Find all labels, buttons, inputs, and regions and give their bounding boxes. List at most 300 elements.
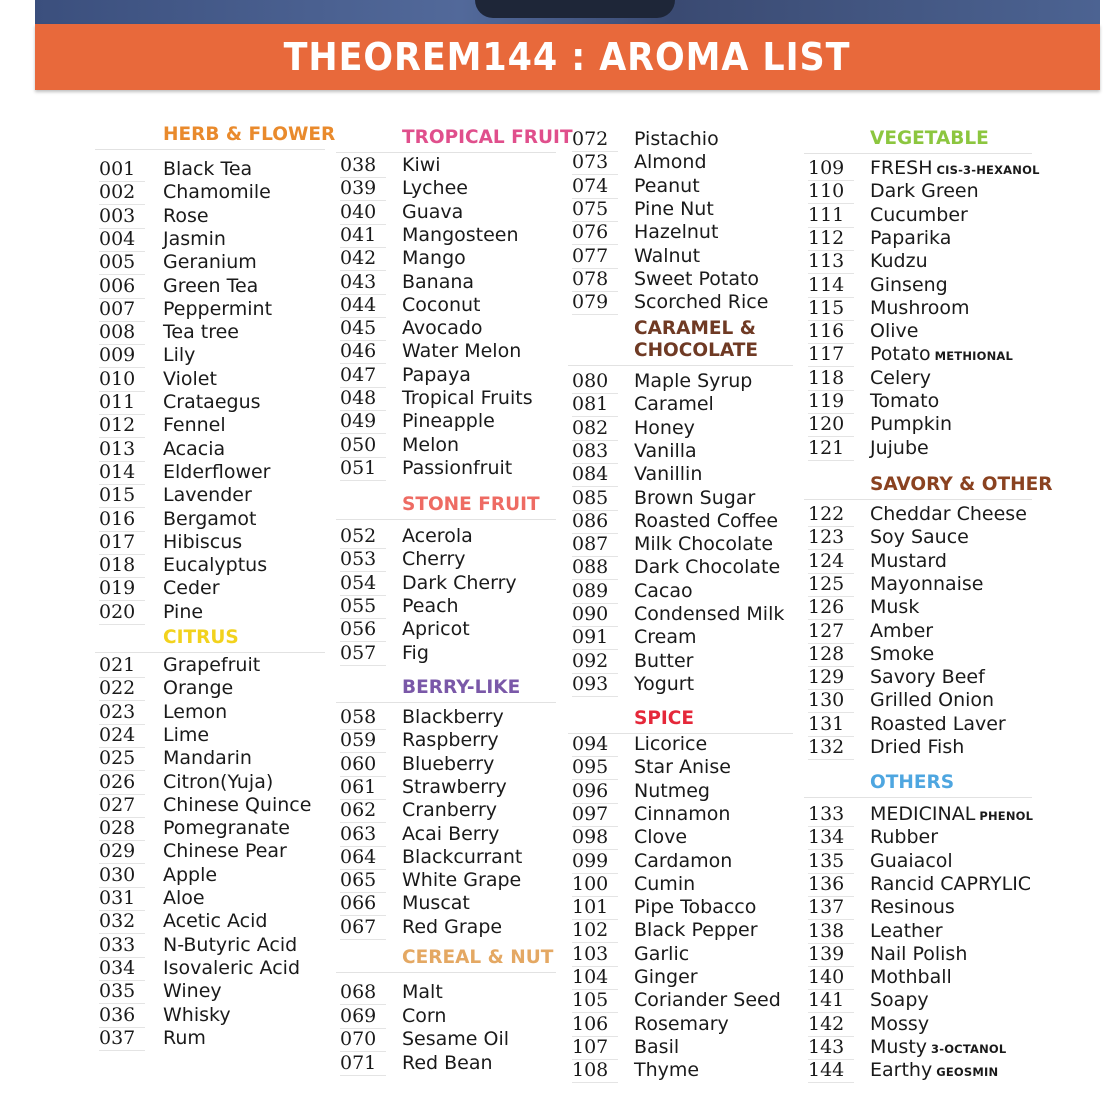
aroma-name xyxy=(634,756,731,779)
aroma-number: 135 xyxy=(808,850,854,874)
aroma-number: 016 xyxy=(99,508,145,532)
aroma-number: 077 xyxy=(572,245,618,269)
aroma-name xyxy=(402,776,507,799)
aroma-number: 048 xyxy=(340,387,386,411)
aroma-number: 010 xyxy=(99,368,145,392)
aroma-name-text: Mossy xyxy=(870,1012,930,1035)
aroma-number: 092 xyxy=(572,650,618,674)
aroma-number: 066 xyxy=(340,892,386,916)
aroma-name xyxy=(634,896,756,919)
aroma-name-text: Potato xyxy=(870,343,931,366)
section-divider xyxy=(804,499,1032,500)
aroma-name xyxy=(870,850,953,873)
aroma-number: 071 xyxy=(340,1052,386,1076)
aroma-number: 043 xyxy=(340,271,386,295)
aroma-name xyxy=(634,873,695,896)
aroma-name xyxy=(402,642,429,665)
aroma-number: 053 xyxy=(340,548,386,572)
aroma-name-text: Fennel xyxy=(163,414,226,437)
aroma-name-text: Dark Chocolate xyxy=(634,556,781,579)
aroma-name xyxy=(402,410,495,433)
aroma-name xyxy=(163,980,222,1003)
aroma-number: 136 xyxy=(808,873,854,897)
aroma-name xyxy=(402,892,470,915)
aroma-name-text: Dark Green xyxy=(870,180,979,203)
aroma-name-text: Acacia xyxy=(163,437,226,460)
aroma-number: 033 xyxy=(99,934,145,958)
aroma-name xyxy=(634,919,758,942)
aroma-name-text: Basil xyxy=(634,1035,680,1058)
aroma-name xyxy=(634,268,759,291)
aroma-number: 121 xyxy=(808,437,854,461)
aroma-number: 073 xyxy=(572,151,618,175)
aroma-name xyxy=(634,291,768,314)
aroma-name-text: Malt xyxy=(402,981,443,1003)
aroma-number: 072 xyxy=(572,128,618,152)
aroma-name-text: Fig xyxy=(402,641,429,664)
aroma-number: 101 xyxy=(572,896,618,920)
aroma-name xyxy=(402,294,481,317)
aroma-name xyxy=(402,271,474,294)
aroma-number: 110 xyxy=(808,180,854,204)
section-divider xyxy=(336,972,556,973)
aroma-name xyxy=(402,846,522,869)
aroma-name xyxy=(634,128,719,151)
aroma-name-text: Garlic xyxy=(634,942,690,965)
photo-strip-shadow xyxy=(475,0,675,18)
aroma-name xyxy=(870,526,969,549)
aroma-name-text: Cumin xyxy=(634,872,696,895)
aroma-number: 064 xyxy=(340,846,386,870)
aroma-name xyxy=(402,823,499,846)
aroma-number: 036 xyxy=(99,1004,145,1028)
aroma-number: 047 xyxy=(340,364,386,388)
aroma-name-text: Lime xyxy=(163,723,210,746)
aroma-name-text: Ginseng xyxy=(870,273,948,296)
aroma-name-text: Maple Syrup xyxy=(634,370,753,392)
aroma-name xyxy=(402,1052,493,1075)
aroma-number: 098 xyxy=(572,826,618,850)
aroma-name-text: Lavender xyxy=(163,484,252,507)
aroma-name-text: Clove xyxy=(634,826,688,849)
aroma-name-text: Blueberry xyxy=(402,752,495,775)
aroma-name xyxy=(634,440,697,463)
aroma-compound: METHIONAL xyxy=(934,349,1014,364)
aroma-name xyxy=(634,198,714,221)
aroma-name-text: Mandarin xyxy=(163,747,252,770)
aroma-name xyxy=(402,317,483,340)
aroma-name-text: Roasted Laver xyxy=(870,712,1006,735)
aroma-name-text: Cacao xyxy=(634,579,693,602)
aroma-number: 056 xyxy=(340,618,386,642)
aroma-name xyxy=(163,484,252,507)
aroma-name-text: Peppermint xyxy=(163,297,273,320)
aroma-name-text: Vanilla xyxy=(634,439,697,462)
aroma-name-text: Mothball xyxy=(870,966,952,989)
aroma-number: 021 xyxy=(99,654,145,678)
aroma-number: 054 xyxy=(340,572,386,596)
aroma-name-text: White Grape xyxy=(402,869,522,892)
aroma-number: 079 xyxy=(572,291,618,315)
aroma-name-text: Tea tree xyxy=(163,321,239,344)
aroma-number: 144 xyxy=(808,1059,854,1083)
aroma-name-text: Apricot xyxy=(402,618,470,641)
aroma-name xyxy=(163,747,252,770)
aroma-number: 034 xyxy=(99,957,145,981)
aroma-name-text: Thyme xyxy=(634,1059,700,1082)
aroma-name xyxy=(634,780,710,803)
aroma-name-text: Pistachio xyxy=(634,128,719,150)
aroma-number: 106 xyxy=(572,1013,618,1037)
aroma-name-text: Strawberry xyxy=(402,775,507,798)
aroma-name-text: Guaiacol xyxy=(870,849,953,872)
aroma-name xyxy=(870,250,928,273)
aroma-number: 097 xyxy=(572,803,618,827)
aroma-number: 037 xyxy=(99,1027,145,1051)
aroma-name xyxy=(402,869,521,892)
aroma-name-text: Lemon xyxy=(163,700,228,723)
aroma-name-text: Yogurt xyxy=(634,672,695,695)
aroma-name xyxy=(163,321,239,344)
aroma-name xyxy=(870,896,955,919)
section-header xyxy=(163,627,239,649)
aroma-name xyxy=(870,943,967,966)
aroma-name xyxy=(163,391,261,414)
aroma-name-text: Banana xyxy=(402,270,475,293)
aroma-number: 139 xyxy=(808,943,854,967)
aroma-name xyxy=(870,390,939,413)
aroma-number: 105 xyxy=(572,989,618,1013)
aroma-name-text: Leather xyxy=(870,919,943,942)
aroma-name xyxy=(163,654,260,677)
aroma-name-text: Dried Fish xyxy=(870,736,965,758)
aroma-number: 140 xyxy=(808,966,854,990)
aroma-number: 099 xyxy=(572,850,618,874)
aroma-name-text: Acai Berry xyxy=(402,822,500,845)
aroma-number: 032 xyxy=(99,910,145,934)
aroma-name-text: Cream xyxy=(634,626,697,649)
aroma-number: 025 xyxy=(99,747,145,771)
aroma-name xyxy=(163,677,233,700)
aroma-number: 088 xyxy=(572,556,618,580)
aroma-name xyxy=(163,531,242,554)
aroma-name xyxy=(163,577,220,600)
aroma-number: 007 xyxy=(99,298,145,322)
aroma-number: 104 xyxy=(572,966,618,990)
aroma-name xyxy=(634,487,755,510)
aroma-number: 093 xyxy=(572,673,618,697)
aroma-number: 044 xyxy=(340,294,386,318)
aroma-number: 065 xyxy=(340,869,386,893)
aroma-name xyxy=(402,525,473,548)
aroma-name xyxy=(402,387,533,410)
aroma-name xyxy=(402,247,466,270)
aroma-number: 012 xyxy=(99,414,145,438)
section-header xyxy=(634,318,758,362)
aroma-number: 039 xyxy=(340,177,386,201)
aroma-name-text: Guava xyxy=(402,200,464,223)
aroma-name-text: Whisky xyxy=(163,1003,231,1026)
aroma-compound: CIS-3-HEXANOL xyxy=(936,163,1040,177)
aroma-number: 017 xyxy=(99,531,145,555)
section-header-line: OTHERS xyxy=(870,772,955,793)
aroma-name xyxy=(402,364,471,387)
aroma-name-text: Acerola xyxy=(402,525,473,547)
aroma-number: 006 xyxy=(99,275,145,299)
aroma-name xyxy=(634,245,700,268)
section-header-line: TROPICAL FRUIT xyxy=(402,127,573,148)
aroma-name-text: Lily xyxy=(163,344,196,367)
aroma-number: 018 xyxy=(99,554,145,578)
aroma-name xyxy=(163,368,217,391)
aroma-name-text: Corn xyxy=(402,1004,447,1027)
aroma-name xyxy=(402,224,519,247)
aroma-number: 028 xyxy=(99,817,145,841)
aroma-number: 060 xyxy=(340,753,386,777)
aroma-name xyxy=(634,533,773,556)
aroma-number: 005 xyxy=(99,251,145,275)
aroma-name xyxy=(163,298,272,321)
aroma-number: 031 xyxy=(99,887,145,911)
aroma-name-text: Bergamot xyxy=(163,507,257,530)
aroma-name-text: Musty xyxy=(870,1036,928,1058)
aroma-compound: PHENOL xyxy=(979,809,1034,823)
aroma-name-text: Dark Cherry xyxy=(402,571,517,594)
aroma-number: 112 xyxy=(808,227,854,251)
aroma-number: 113 xyxy=(808,250,854,274)
aroma-name-text: Ginger xyxy=(634,966,698,988)
aroma-number: 103 xyxy=(572,943,618,967)
aroma-name xyxy=(870,367,931,390)
aroma-name xyxy=(870,437,929,460)
aroma-name xyxy=(870,713,1006,736)
aroma-name-text: Apple xyxy=(163,863,218,886)
aroma-number: 123 xyxy=(808,526,854,550)
aroma-name-text: Grapefruit xyxy=(163,654,261,676)
aroma-name xyxy=(163,934,297,957)
section-header-line: CITRUS xyxy=(163,627,239,648)
aroma-name-text: Chinese Pear xyxy=(163,840,287,863)
aroma-number: 100 xyxy=(572,873,618,897)
aroma-number: 081 xyxy=(572,393,618,417)
aroma-name xyxy=(870,274,948,297)
section-header-line: SAVORY & OTHER xyxy=(870,474,1053,495)
aroma-number: 108 xyxy=(572,1059,618,1083)
aroma-number: 061 xyxy=(340,776,386,800)
aroma-name xyxy=(634,175,700,198)
aroma-number: 069 xyxy=(340,1005,386,1029)
aroma-number: 090 xyxy=(572,603,618,627)
aroma-name xyxy=(163,554,267,577)
aroma-name-text: Mayonnaise xyxy=(870,572,984,595)
section-header-line: STONE FRUIT xyxy=(402,494,540,515)
aroma-name xyxy=(870,573,984,596)
aroma-name-text: Cinnamon xyxy=(634,802,731,825)
title-banner xyxy=(35,24,1100,90)
aroma-name xyxy=(870,989,929,1012)
aroma-name xyxy=(634,850,732,873)
aroma-number: 003 xyxy=(99,205,145,229)
aroma-name-text: Passionfruit xyxy=(402,456,513,479)
aroma-name-text: Pumpkin xyxy=(870,413,953,436)
aroma-name-text: Grilled Onion xyxy=(870,689,995,712)
aroma-name-text: N-Butyric Acid xyxy=(163,933,298,956)
aroma-number: 067 xyxy=(340,916,386,940)
aroma-name xyxy=(634,803,730,826)
aroma-name xyxy=(634,603,784,626)
aroma-name-text: Chinese Quince xyxy=(163,793,312,816)
aroma-name-text: Butter xyxy=(634,649,694,672)
section-header-line: CEREAL & NUT xyxy=(402,947,554,968)
aroma-name-text: Citron(Yuja) xyxy=(163,770,274,793)
aroma-number: 068 xyxy=(340,981,386,1005)
aroma-name-text: FRESH xyxy=(870,157,933,179)
aroma-number: 119 xyxy=(808,390,854,414)
aroma-number: 009 xyxy=(99,344,145,368)
aroma-number: 130 xyxy=(808,689,854,713)
aroma-name xyxy=(402,340,521,363)
aroma-name xyxy=(870,689,994,712)
aroma-name-text: Kudzu xyxy=(870,250,928,273)
aroma-name-text: Soapy xyxy=(870,989,929,1012)
aroma-name-text: Isovaleric Acid xyxy=(163,956,301,979)
aroma-name xyxy=(634,826,687,849)
aroma-name xyxy=(402,1005,446,1028)
aroma-number: 038 xyxy=(340,154,386,178)
aroma-name-text: Muscat xyxy=(402,892,470,915)
aroma-name xyxy=(402,981,443,1004)
aroma-name xyxy=(634,733,707,756)
aroma-name xyxy=(402,177,468,200)
aroma-number: 094 xyxy=(572,733,618,757)
aroma-number: 013 xyxy=(99,438,145,462)
section-divider xyxy=(568,365,793,366)
aroma-name-text: Elderflower xyxy=(163,460,271,483)
section-divider xyxy=(336,152,556,153)
aroma-name-text: Roasted Coffee xyxy=(634,509,779,532)
aroma-number: 001 xyxy=(99,158,145,182)
aroma-name xyxy=(870,503,1027,526)
aroma-name-text: Avocado xyxy=(402,317,483,340)
aroma-name xyxy=(163,275,258,298)
aroma-name xyxy=(870,736,964,759)
aroma-number: 086 xyxy=(572,510,618,534)
aroma-name-text: Mustard xyxy=(870,549,947,572)
aroma-name-text: MEDICINAL xyxy=(870,803,976,825)
aroma-name-text: Mushroom xyxy=(870,296,970,319)
aroma-name-text: Earthy xyxy=(870,1059,933,1082)
aroma-number: 070 xyxy=(340,1028,386,1052)
aroma-number: 122 xyxy=(808,503,854,527)
section-divider xyxy=(804,153,1032,154)
aroma-name xyxy=(402,729,499,752)
aroma-number: 035 xyxy=(99,980,145,1004)
section-header xyxy=(402,947,553,969)
aroma-number: 143 xyxy=(808,1036,854,1060)
aroma-name-text: Jasmin xyxy=(163,227,226,250)
aroma-name-text: Black Tea xyxy=(163,158,253,180)
aroma-number: 138 xyxy=(808,920,854,944)
aroma-name-text: Winey xyxy=(163,980,222,1003)
aroma-name-text: Caramel xyxy=(634,393,714,416)
aroma-number: 120 xyxy=(808,413,854,437)
aroma-name-text: Cardamon xyxy=(634,849,733,872)
aroma-number: 050 xyxy=(340,434,386,458)
aroma-number: 040 xyxy=(340,201,386,225)
aroma-name-text: Hazelnut xyxy=(634,221,719,244)
aroma-name-text: Coconut xyxy=(402,293,481,316)
aroma-number: 137 xyxy=(808,896,854,920)
aroma-name xyxy=(870,803,1033,828)
aroma-name xyxy=(163,228,226,251)
aroma-name xyxy=(402,548,466,571)
aroma-name-text: Kiwi xyxy=(402,154,441,176)
aroma-name-text: Celery xyxy=(870,366,931,389)
aroma-name xyxy=(163,887,205,910)
aroma-number: 115 xyxy=(808,297,854,321)
aroma-number: 102 xyxy=(572,919,618,943)
aroma-name xyxy=(163,1004,231,1027)
aroma-name xyxy=(634,393,714,416)
section-divider xyxy=(336,519,556,520)
aroma-name-text: Pine Nut xyxy=(634,197,714,220)
aroma-name xyxy=(163,438,225,461)
aroma-number: 015 xyxy=(99,484,145,508)
aroma-name xyxy=(870,413,952,436)
aroma-name xyxy=(870,666,985,689)
aroma-name-text: Resinous xyxy=(870,896,955,919)
aroma-number: 059 xyxy=(340,729,386,753)
section-header xyxy=(870,474,1052,496)
aroma-name xyxy=(402,753,494,776)
aroma-name-text: Sweet Potato xyxy=(634,267,760,290)
aroma-name-text: Walnut xyxy=(634,244,701,267)
section-divider xyxy=(95,652,325,653)
aroma-name xyxy=(634,221,718,244)
aroma-name-text: Rosemary xyxy=(634,1012,729,1035)
aroma-number: 142 xyxy=(808,1013,854,1037)
section-header-line: VEGETABLE xyxy=(870,128,989,149)
aroma-name xyxy=(163,864,217,887)
aroma-number: 132 xyxy=(808,736,854,760)
aroma-name xyxy=(163,508,257,531)
aroma-number: 089 xyxy=(572,580,618,604)
aroma-number: 076 xyxy=(572,221,618,245)
aroma-name xyxy=(402,916,502,939)
aroma-number: 126 xyxy=(808,596,854,620)
aroma-name-text: Coriander Seed xyxy=(634,989,781,1012)
aroma-name xyxy=(634,1013,729,1036)
aroma-number: 062 xyxy=(340,799,386,823)
aroma-number: 075 xyxy=(572,198,618,222)
aroma-name-text: Melon xyxy=(402,433,460,456)
aroma-name-text: Soy Sauce xyxy=(870,526,969,549)
aroma-name-text: Red Grape xyxy=(402,915,503,938)
aroma-number: 080 xyxy=(572,370,618,394)
aroma-name-text: Water Melon xyxy=(402,340,522,363)
aroma-name xyxy=(634,510,778,533)
aroma-name xyxy=(163,957,300,980)
aroma-name xyxy=(634,943,689,966)
aroma-number: 052 xyxy=(340,525,386,549)
page-title: THEOREM144 : AROMA LIST xyxy=(284,35,851,79)
aroma-name xyxy=(870,596,919,619)
aroma-number: 030 xyxy=(99,864,145,888)
aroma-number: 095 xyxy=(572,756,618,780)
aroma-number: 057 xyxy=(340,642,386,666)
aroma-name-text: Rum xyxy=(163,1026,206,1049)
aroma-name xyxy=(870,157,1040,182)
